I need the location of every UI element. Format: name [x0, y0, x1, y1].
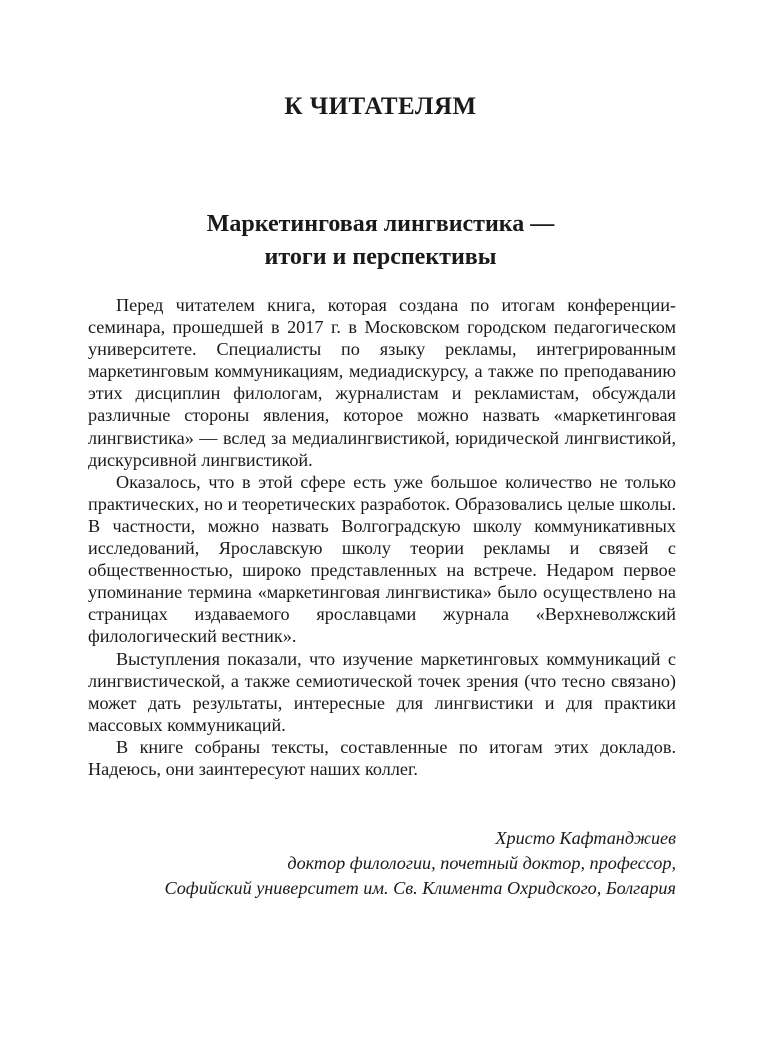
paragraph-1: Перед читателем книга, которая создана по итогам конференции-семинара, прошедшей в 2017 г. в Московском городском педагогическом университете. Специалисты по языку рекламы, интегрированным маркетинговым коммуникациям, медиадискурсу, а также по преподаванию этих дисциплин филологам, журналистам и рекламистам, обсуждали различные стороны явления, которое можно назвать «маркетинговая лингвистика» — вслед за медиалингвистикой, юридической лингвистикой, дискурсивной лингвистикой. [88, 295, 676, 470]
author-name: Христо Кафтанджиев [495, 828, 676, 848]
author-affiliation: Софийский университет им. Св. Климента Охридского, Болгария [164, 878, 676, 898]
article-title-line-2: итоги и перспективы [264, 244, 497, 270]
paragraph-3: Выступления показали, что изучение маркетинговых коммуникаций с лингвистической, а также семиотической точек зрения (что тесно связано) может дать результаты, интересные для лингвистики и для практики массовых коммуникаций. [88, 648, 676, 735]
paragraph-2: Оказалось, что в этой сфере есть уже большое количество не только практических, но и теоретических разработок. Образовались целые школы. В частности, можно назвать Волгоградскую школу коммуникативных исследований, Ярославскую школу теории рекламы и связей с общественностью, широко представленных на встрече. Недаром первое упоминание термина «маркетинговая лингвистика» было осуществлено на страницах издаваемого ярославцами журнала «Верхневолжский филологический вестник». [88, 471, 676, 647]
article-title-line-1: Маркетинговая лингвистика — [206, 211, 555, 237]
article-title [0, 208, 761, 274]
paragraph-4: В книге собраны тексты, составленные по итогам этих докладов. Надеюсь, они заинтересуют наших коллег. [88, 736, 676, 779]
section-heading: К ЧИТАТЕЛЯМ [284, 93, 477, 120]
signature-block [88, 826, 676, 901]
author-title: доктор филологии, почетный доктор, профессор, [287, 853, 676, 873]
body-text [88, 294, 676, 780]
